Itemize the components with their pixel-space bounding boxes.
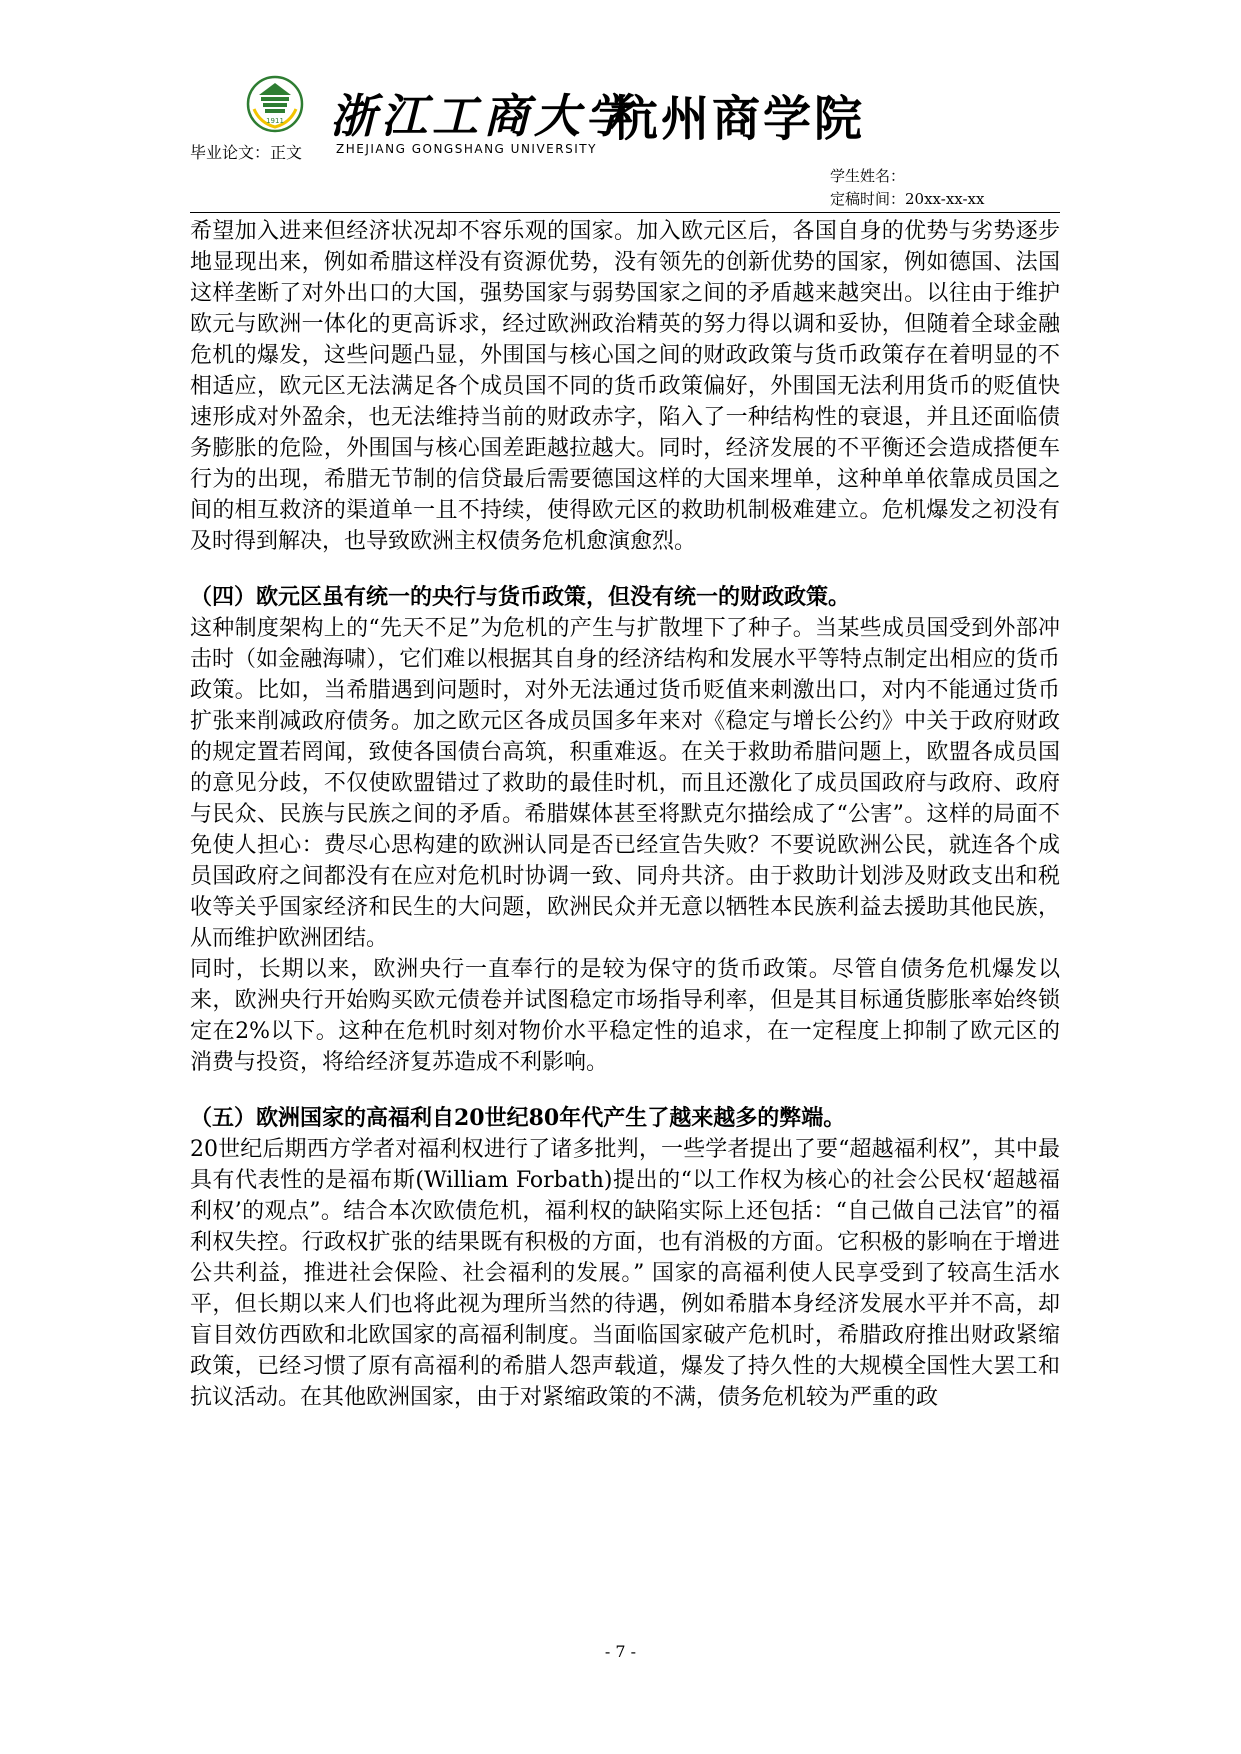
university-name-en: ZHEJIANG GONGSHANG UNIVERSITY <box>336 142 597 156</box>
college-name-cn: 杭州商学院 <box>610 91 866 147</box>
university-emblem-icon <box>246 75 304 133</box>
header-rule <box>190 212 1060 213</box>
emblem-year: 1911 <box>266 117 284 125</box>
date-line <box>830 188 984 211</box>
document-type: 毕业论文：正文 <box>190 143 303 162</box>
document-meta <box>830 165 984 211</box>
body-paragraph: 同时，长期以来，欧洲央行一直奉行的是较为保守的货币政策。尽管自债务危机爆发以来，欧洲央行开始购买欧元债卷并试图稳定市场指导利率，但是其目标通货膨胀率始终锁定在2%以下。这种在危机时刻对物价水平稳定性的追求，在一定程度上抑制了欧元区的消费与投资，将给经济复苏造成不利影响。 <box>190 957 1060 1075</box>
body-paragraph: 这种制度架构上的“先天不足”为危机的产生与扩散埋下了种子。当某些成员国受到外部冲击时（如金融海啸），它们难以根据其自身的经济结构和发展水平等特点制定出相应的货币政策。比如，当希腊遇到问题时，对外无法通过货币贬值来刺激出口，对内不能通过货币扩张来削减政府债务。加之欧元区各成员国多年来对《稳定与增长公约》中关于政府财政的规定置若罔闻，致使各国债台高筑，积重难返。在关于救助希腊问题上，欧盟各成员国的意见分歧，不仅使欧盟错过了救助的最佳时机，而且还激化了成员国政府与政府、政府与民众、民族与民族之间的矛盾。希腊媒体甚至将默克尔描绘成了“公害”。这样的局面不免使人担心：费尽心思构建的欧洲认同是否已经宣告失败？不要说欧洲公民，就连各个成员国政府之间都没有在应对危机时协调一致、同舟共济。由于救助计划涉及财政支出和税收等关乎国家经济和民生的大问题，欧洲民众并无意以牺牲本民族利益去援助其他民族，从而维护欧洲团结。 <box>190 616 1060 951</box>
page-body <box>190 216 1060 1413</box>
body-paragraph: 希望加入进来但经济状况却不容乐观的国家。加入欧元区后，各国自身的优势与劣势逐步地显现出来，例如希腊这样没有资源优势，没有领先的创新优势的国家，例如德国、法国这样垄断了对外出口的大国，强势国家与弱势国家之间的矛盾越来越突出。以往由于维护欧元与欧洲一体化的更高诉求，经过欧洲政治精英的努力得以调和妥协，但随着全球金融危机的爆发，这些问题凸显，外围国与核心国之间的财政政策与货币政策存在着明显的不相适应，欧元区无法满足各个成员国不同的货币政策偏好，外围国无法利用货币的贬值快速形成对外盈余，也无法维持当前的财政赤字，陷入了一种结构性的衰退，并且还面临债务膨胀的危险，外围国与核心国差距越拉越大。同时，经济发展的不平衡还会造成搭便车行为的出现，希腊无节制的信贷最后需要德国这样的大国来埋单，这种单单依靠成员国之间的相互救济的渠道单一且不持续，使得欧元区的救助机制极难建立。危机爆发之初没有及时得到解决，也导致欧洲主权债务危机愈演愈烈。 <box>190 219 1060 554</box>
page-header <box>0 0 1241 215</box>
section-heading: （五）欧洲国家的高福利自20世纪80年代产生了越来越多的弊端。 <box>190 1105 846 1131</box>
body-paragraph: 20世纪后期西方学者对福利权进行了诸多批判，一些学者提出了要“超越福利权”，其中最具有代表性的是福布斯(William Forbath)提出的“以工作权为核心的社会公民权‘超越福利权’的观点”。结合本次欧债危机，福利权的缺陷实际上还包括：“自己做自己法官”的福利权失控。行政权扩张的结果既有积极的方面，也有消极的方面。它积极的影响在于增进公共利益，推进社会保险、社会福利的发展。” 国家的高福利使人民享受到了较高生活水平，但长期以来人们也将此视为理所当然的待遇，例如希腊本身经济发展水平并不高，却盲目效仿西欧和北欧国家的高福利制度。当面临国家破产危机时，希腊政府推出财政紧缩政策，已经习惯了原有高福利的希腊人怨声载道，爆发了持久性的大规模全国性大罢工和抗议活动。在其他欧洲国家，由于对紧缩政策的不满，债务危机较为严重的政 <box>190 1137 1060 1410</box>
university-name-cn: 浙江工商大学 <box>330 89 636 143</box>
section-heading: （四）欧元区虽有统一的央行与货币政策，但没有统一的财政政策。 <box>190 584 851 610</box>
student-name-label: 学生姓名： <box>830 167 906 185</box>
date-value: 20xx-xx-xx <box>905 190 985 208</box>
date-label: 定稿时间： <box>830 190 906 208</box>
page-number: - 7 - <box>604 1642 637 1661</box>
